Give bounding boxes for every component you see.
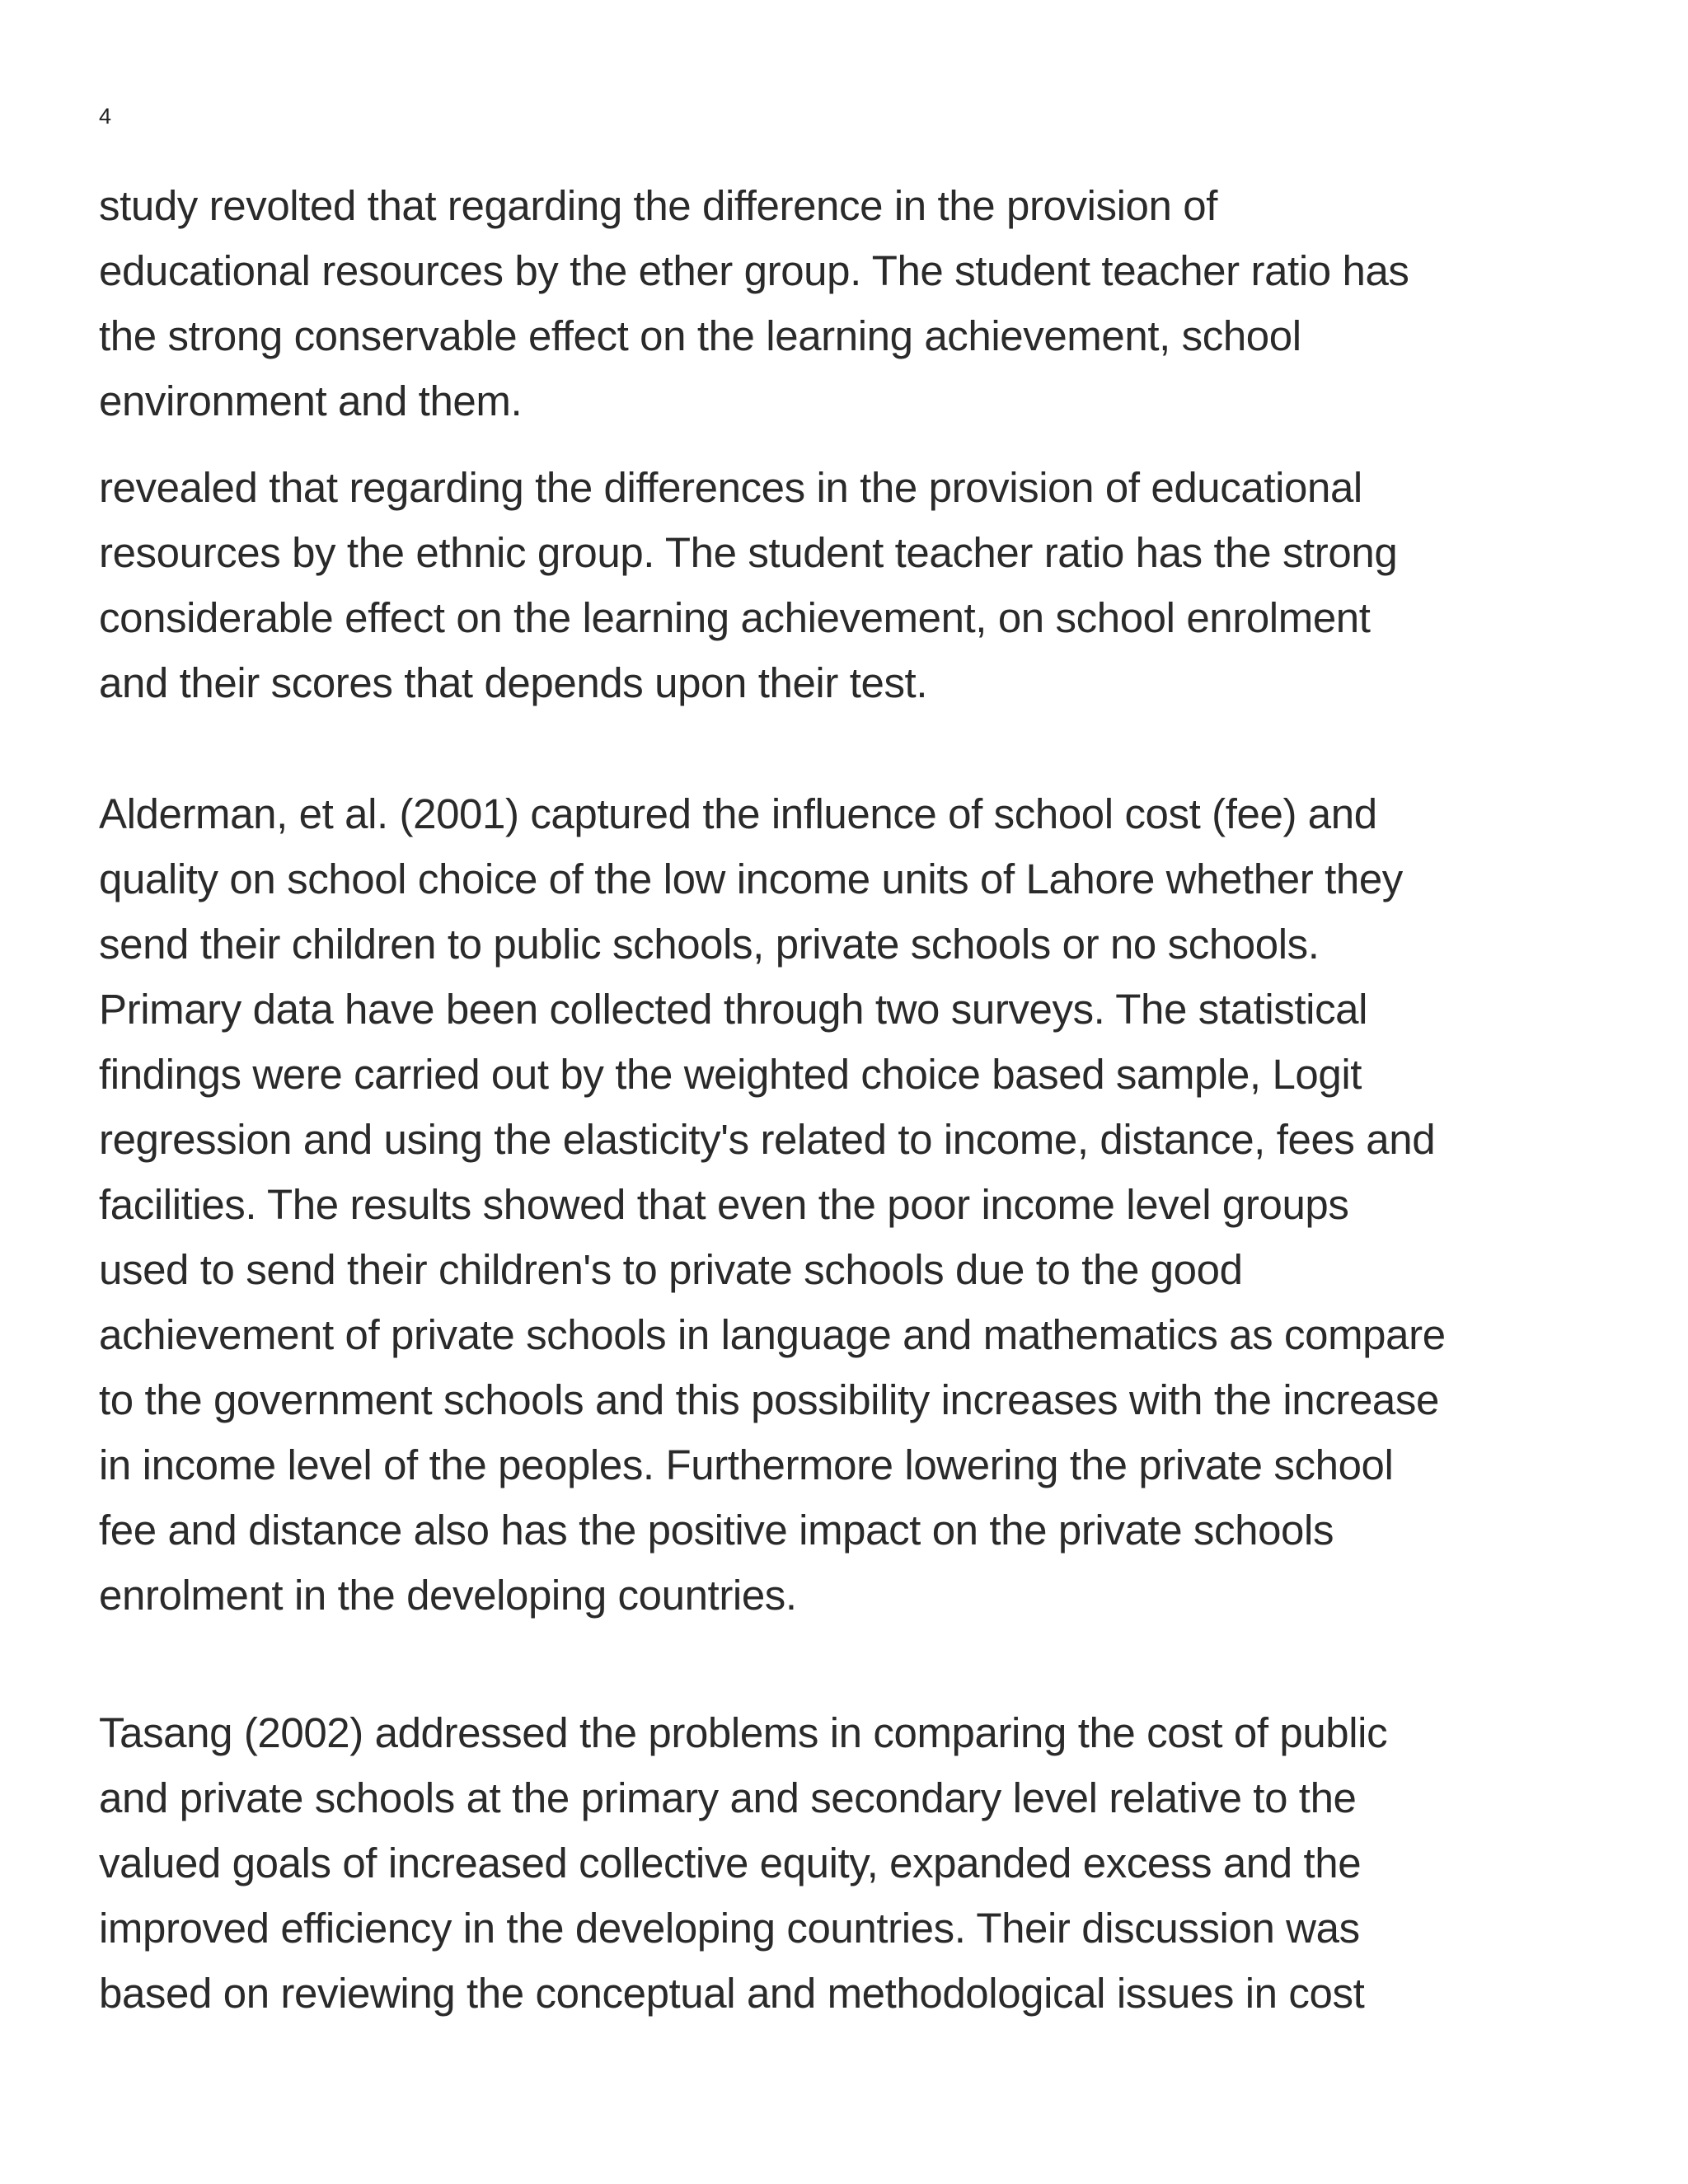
text-line: environment and them. <box>99 377 523 424</box>
text-line: considerable effect on the learning achievement, on school enrolment <box>99 594 1371 641</box>
text-line: and their scores that depends upon their test. <box>99 659 928 706</box>
text-line: based on reviewing the conceptual and methodological issues in cost <box>99 1970 1365 2017</box>
text-line: facilities. The results showed that even the poor income level groups <box>99 1181 1349 1228</box>
text-line: enrolment in the developing countries. <box>99 1572 797 1619</box>
text-line: in income level of the peoples. Furthermore lowering the private school <box>99 1441 1394 1488</box>
text-line: improved efficiency in the developing countries. Their discussion was <box>99 1905 1360 1952</box>
text-line: the strong conservable effect on the learning achievement, school <box>99 312 1301 359</box>
text-line: send their children to public schools, private schools or no schools. <box>99 921 1320 968</box>
text-line: used to send their children's to private schools due to the good <box>99 1246 1243 1293</box>
page-number: 4 <box>99 104 112 129</box>
paragraph-2 <box>99 455 1615 715</box>
paragraph-alderman <box>99 781 1615 1628</box>
paragraph-tasang <box>99 1700 1615 2026</box>
text-line: quality on school choice of the low income units of Lahore whether they <box>99 855 1403 902</box>
text-line: Primary data have been collected through two surveys. The statistical <box>99 986 1368 1033</box>
text-line: valued goals of increased collective equity, expanded excess and the <box>99 1840 1362 1886</box>
text-line: achievement of private schools in language and mathematics as compare <box>99 1311 1446 1358</box>
text-line: revealed that regarding the differences in the provision of educational <box>99 464 1362 511</box>
text-line: and private schools at the primary and secondary level relative to the <box>99 1774 1357 1821</box>
text-line: study revolted that regarding the difference in the provision of <box>99 182 1217 229</box>
text-line: Alderman, et al. (2001) captured the influence of school cost (fee) and <box>99 790 1377 837</box>
text-line: Tasang (2002) addressed the problems in comparing the cost of public <box>99 1709 1388 1756</box>
paragraph-1 <box>99 173 1615 434</box>
text-line: resources by the ethnic group. The student teacher ratio has the strong <box>99 529 1398 576</box>
text-line: educational resources by the ether group. The student teacher ratio has <box>99 247 1409 294</box>
text-line: findings were carried out by the weighted choice based sample, Logit <box>99 1051 1362 1098</box>
text-line: regression and using the elasticity's related to income, distance, fees and <box>99 1116 1436 1163</box>
text-line: fee and distance also has the positive impact on the private schools <box>99 1507 1334 1554</box>
text-line: to the government schools and this possibility increases with the increase <box>99 1376 1439 1423</box>
